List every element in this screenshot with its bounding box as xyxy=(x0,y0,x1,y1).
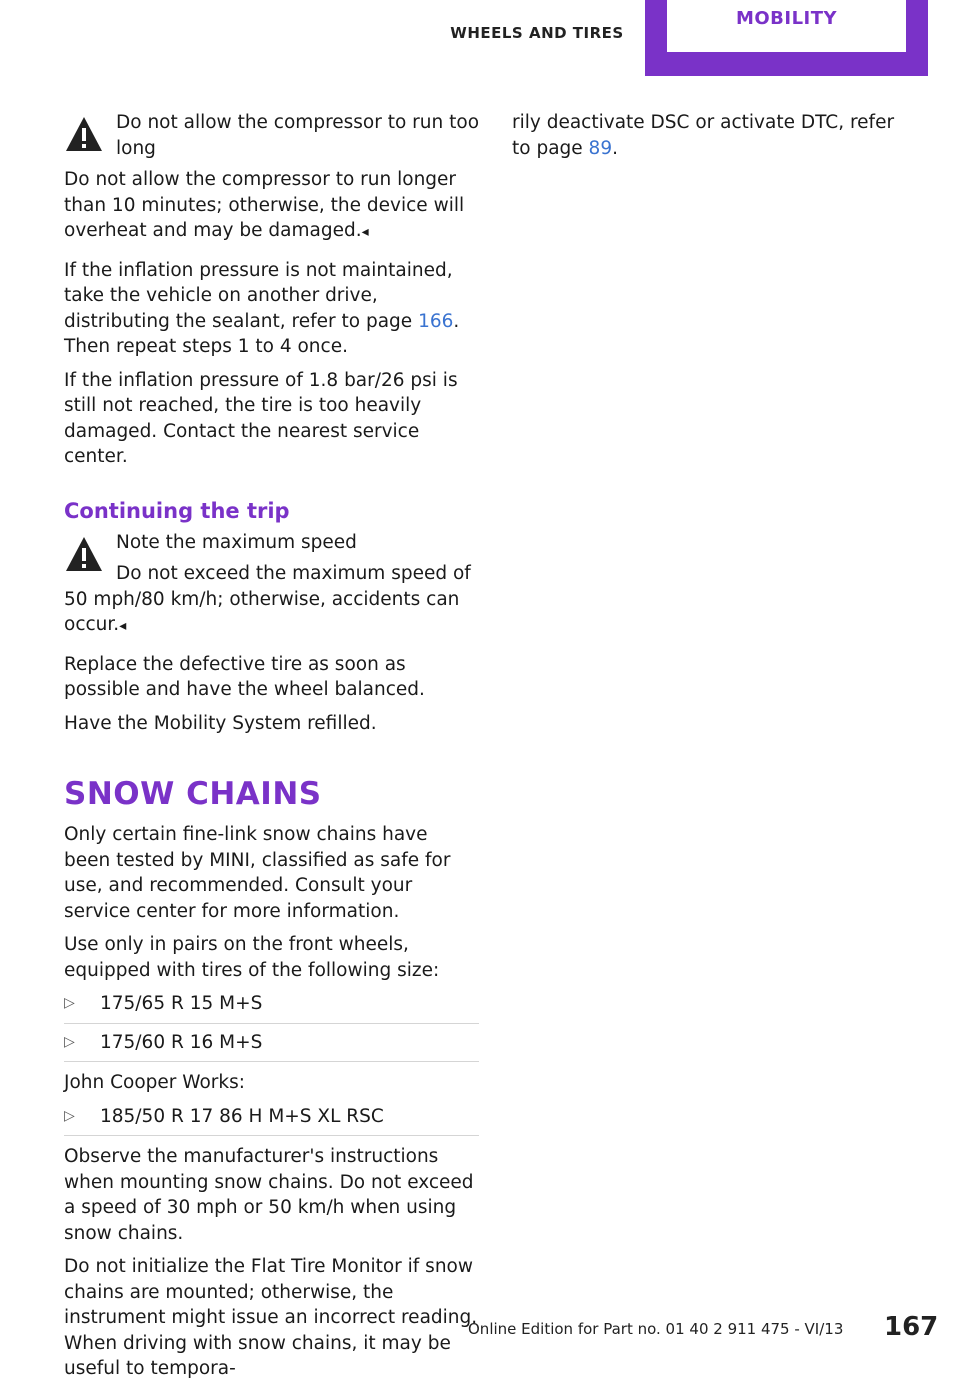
right-column xyxy=(512,110,912,169)
dsc-text: rily deactivate DSC or activate DTC, refer to page xyxy=(512,112,895,159)
chapter-tab-label: MOBILITY xyxy=(735,7,838,29)
warning-triangle-icon xyxy=(64,114,104,154)
chapter-tab-inner xyxy=(667,0,906,52)
snow-intro-paragraph: Only certain fine-link snow chains have been tested by MINI, classified as safe for use, and recommended. Consult your service center for more information. xyxy=(64,824,451,922)
jcw-label: John Cooper Works: xyxy=(64,1072,245,1093)
speed-warning xyxy=(64,530,479,640)
warning-lead: Do not exceed the maximum speed of xyxy=(116,563,471,584)
warning-title: Do not allow the compressor to run too long xyxy=(116,112,480,159)
tire-size: 175/65 R 15 M+S xyxy=(100,993,263,1014)
manufacturer-paragraph: Observe the manufacturer's instructions when mounting snow chains. Do not exceed a speed of 30 mph or 50 km/h when using snow chains. xyxy=(64,1146,474,1244)
triangle-bullet-icon: ▷ xyxy=(64,995,75,1011)
page-link-166[interactable]: 166 xyxy=(418,310,454,332)
tire-size: 185/50 R 17 86 H M+S XL RSC xyxy=(100,1105,384,1127)
snow-chains-heading: SNOW CHAINS xyxy=(64,776,322,812)
tire-size: 175/60 R 16 M+S xyxy=(100,1031,263,1053)
refill-paragraph: Have the Mobility System refilled. xyxy=(64,712,377,734)
warning-body-text: Do not allow the compressor to run longer than 10 minutes; otherwise, the device will overheat and may be damaged. xyxy=(64,169,465,241)
list-item xyxy=(64,991,479,1024)
continuing-heading: Continuing the trip xyxy=(64,498,290,523)
inflation-text: If the inflation pressure is not maintained, take the vehicle on another drive, distributing the sealant, refer to page xyxy=(64,259,453,332)
dsc-text-end: . xyxy=(612,137,618,159)
inflation-paragraph xyxy=(64,258,479,360)
tire-size-list xyxy=(64,991,479,1062)
end-mark: ◂ xyxy=(119,618,127,634)
snow-pairs-paragraph: Use only in pairs on the front wheels, equipped with tires of the following size: xyxy=(64,934,440,981)
online-edition-footer: Online Edition for Part no. 01 40 2 911 475 - VI/13 xyxy=(468,1320,844,1338)
triangle-bullet-icon: ▷ xyxy=(64,1107,75,1124)
running-header-section: WHEELS AND TIRES xyxy=(450,24,624,42)
pressure-paragraph: If the inflation pressure of 1.8 bar/26 psi is still not reached, the tire is too heavily damaged. Contact the nearest service center. xyxy=(64,369,458,467)
triangle-bullet-icon: ▷ xyxy=(64,1033,75,1050)
end-mark: ◂ xyxy=(361,224,369,240)
warning-title: Note the maximum speed xyxy=(116,531,357,553)
warning-body xyxy=(64,167,479,246)
dsc-paragraph xyxy=(512,110,912,161)
page-number: 167 xyxy=(884,1312,939,1342)
jcw-tire-size-list xyxy=(64,1104,479,1137)
chapter-tab xyxy=(645,0,928,76)
inflation-text-end: . Then repeat steps 1 to 4 once. xyxy=(64,310,460,357)
left-column xyxy=(64,110,479,1390)
warning-body xyxy=(64,587,479,640)
warning-triangle-icon xyxy=(64,534,104,574)
compressor-warning xyxy=(64,110,479,246)
list-item xyxy=(64,1104,479,1137)
warning-body-text: 50 mph/80 km/h; otherwise, accidents can occur. xyxy=(64,588,460,635)
flat-tire-monitor-paragraph: Do not initialize the Flat Tire Monitor if snow chains are mounted; otherwise, the instrument might issue an incorrect reading. When driving with snow chains, it may be useful to tempora- xyxy=(64,1256,478,1379)
list-item xyxy=(64,1030,479,1063)
replace-tire-paragraph: Replace the defective tire as soon as possible and have the wheel balanced. xyxy=(64,653,425,700)
page-link-89[interactable]: 89 xyxy=(588,137,613,159)
